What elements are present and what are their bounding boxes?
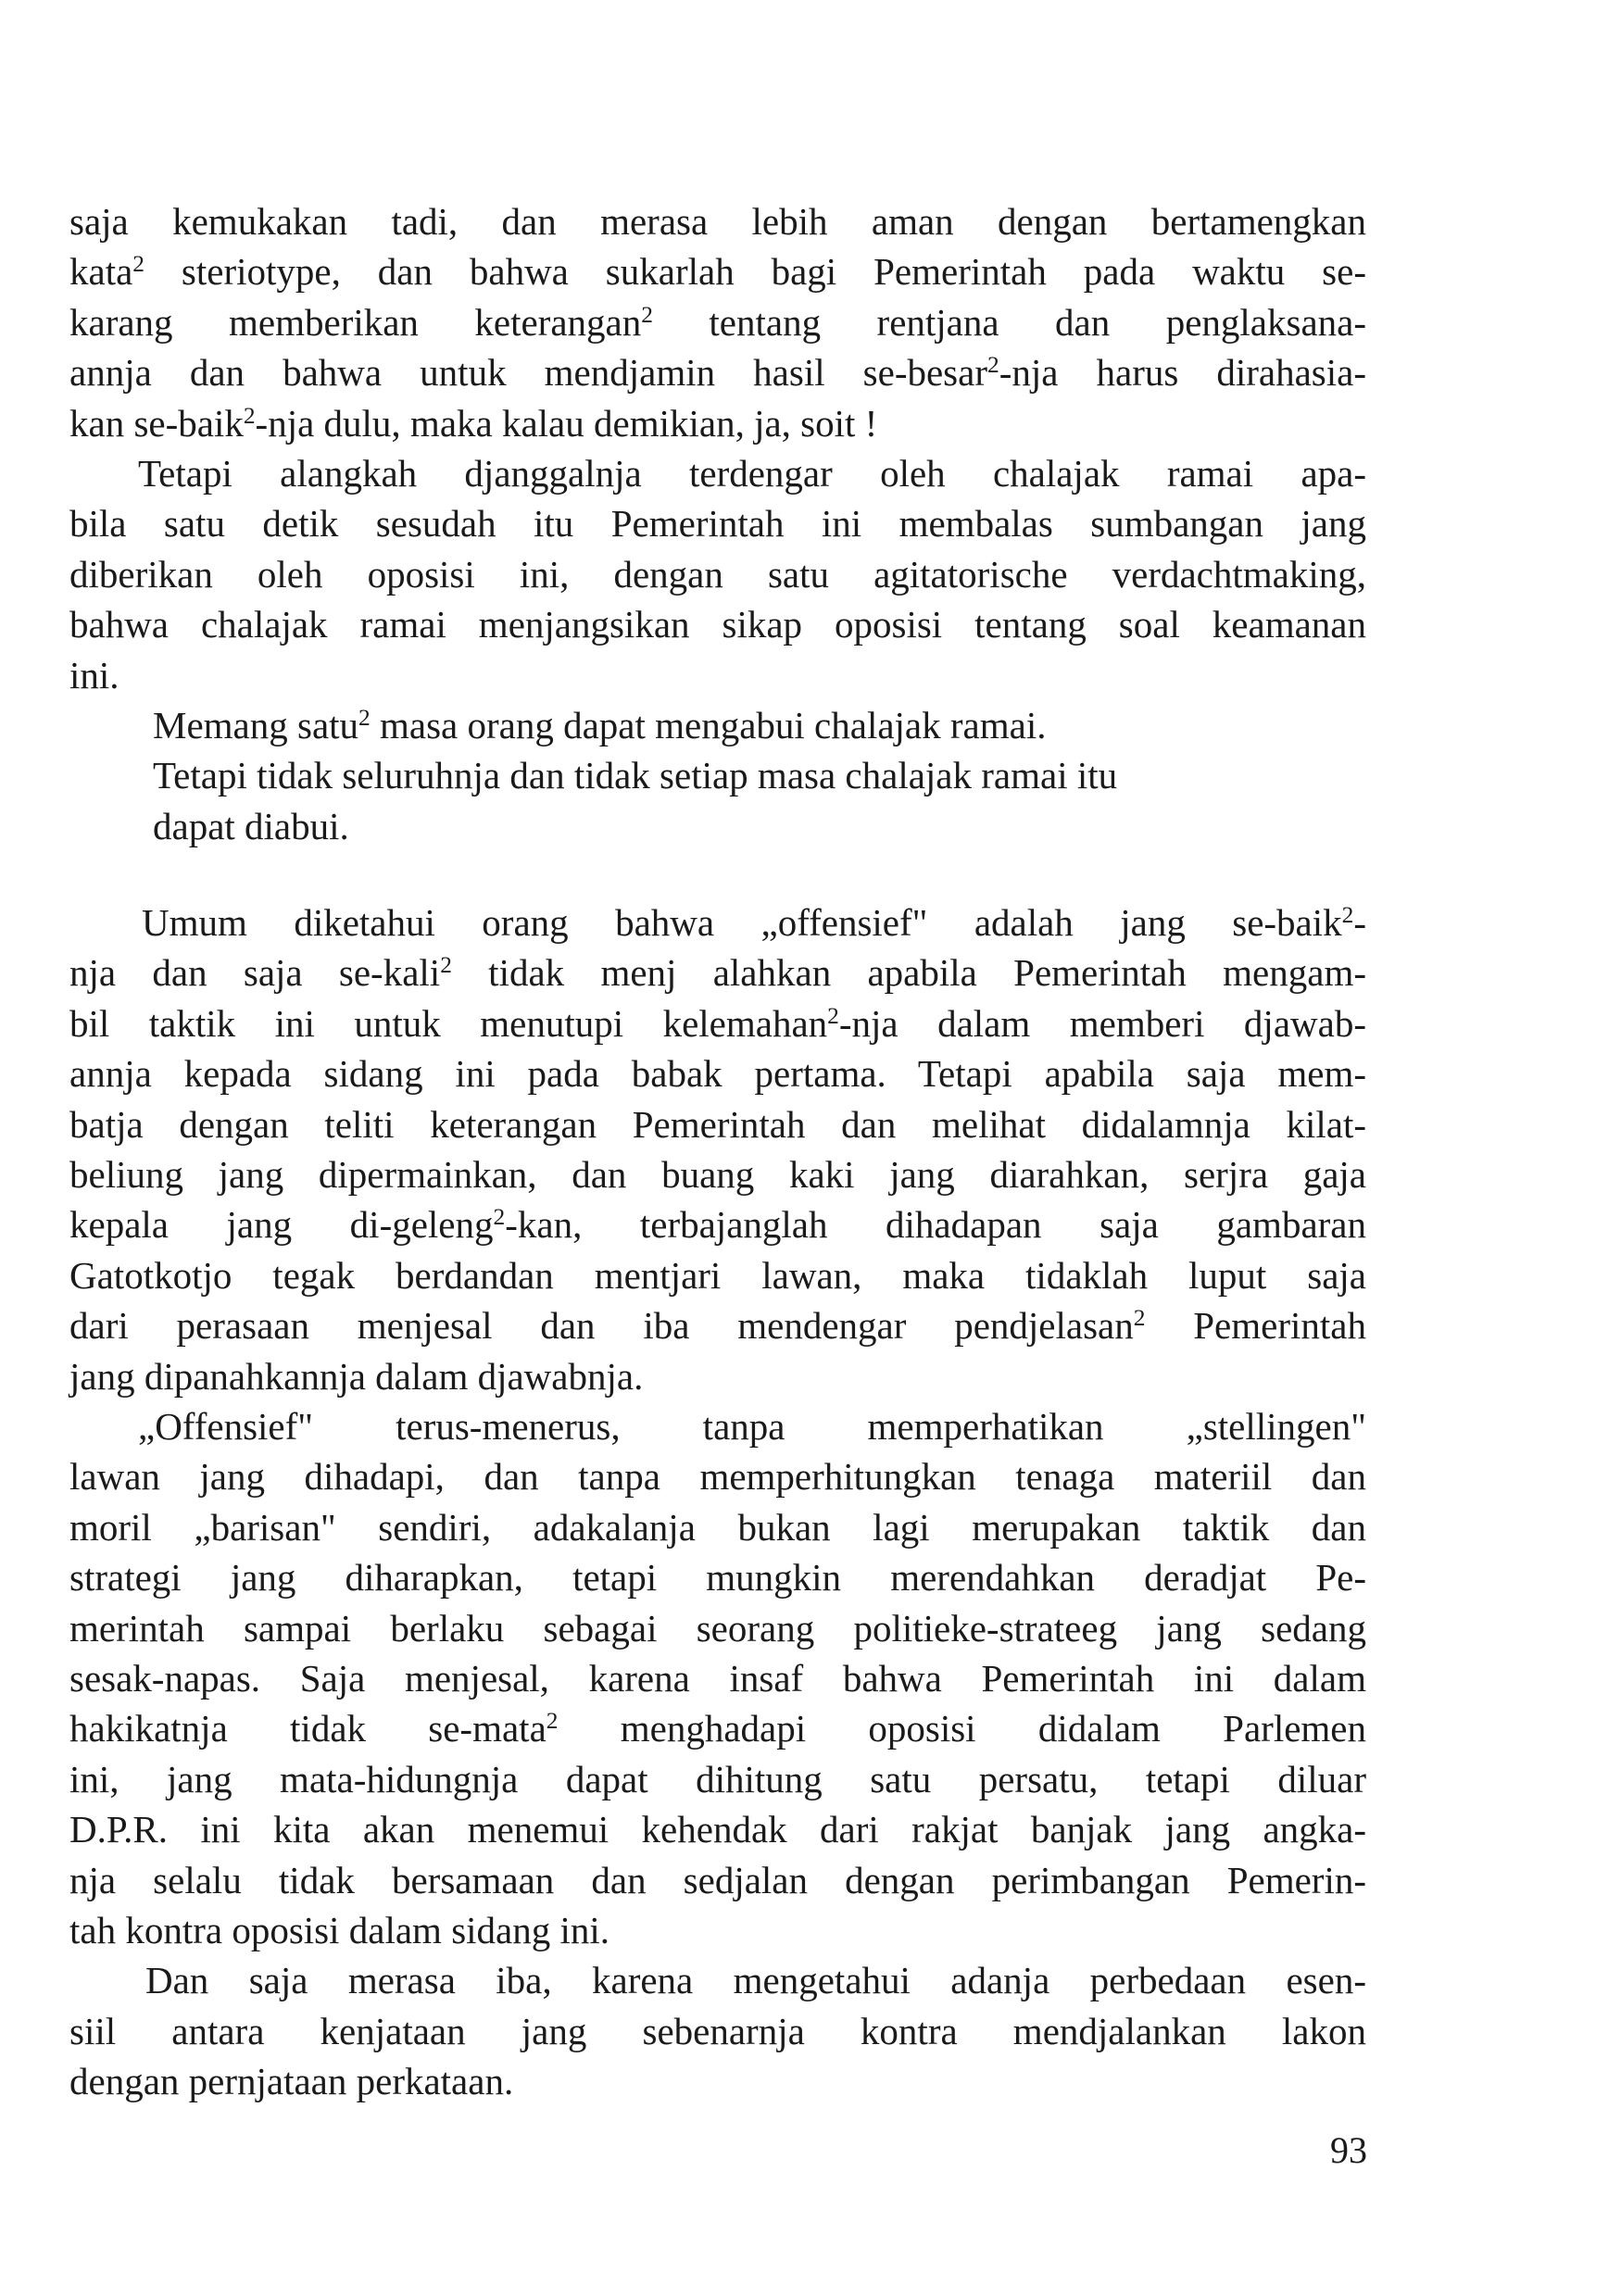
text-line: batja dengan teliti keterangan Pemerintah dan melihat didalamnja kilat- (69, 1102, 1366, 1146)
superscript-two: 2 (132, 251, 145, 278)
superscript-two: 2 (1133, 1305, 1146, 1332)
superscript-two: 2 (546, 1708, 559, 1735)
text-line: kan se-baik$^2$-nja dulu, maka kalau demikian, ja, soit ! (69, 401, 878, 445)
superscript-two: 2 (986, 352, 999, 379)
quote-line: Tetapi tidak seluruhnja dan tidak setiap masa chalajak ramai itu (153, 754, 1118, 797)
superscript-two: 2 (1341, 902, 1354, 929)
text-line: jang dipanahkannja dalam djawabnja. (69, 1354, 644, 1398)
text-line: diberikan oleh oposisi ini, dengan satu agitatorische verdachtmaking, (69, 552, 1366, 596)
paragraph-2 (69, 448, 1366, 700)
text-line: beliung jang dipermainkan, dan buang kaki jang diarahkan, serjra gaja (69, 1153, 1366, 1197)
text-line: sesak-napas. Saja menjesal, karena insaf bahwa Pemerintah ini dalam (69, 1656, 1366, 1700)
text-line: moril „barisan" sendiri, adakalanja bukan lagi merupakan taktik dan (69, 1505, 1366, 1549)
text-line: ini, jang mata-hidungnja dapat dihitung satu persatu, tetapi diluar (69, 1757, 1366, 1800)
text-line: kepala jang di-geleng$^2$-kan, terbajanglah dihadapan saja gambaran (69, 1203, 1366, 1247)
text-line: bila satu detik sesudah itu Pemerintah ini membalas sumbangan jang (69, 502, 1366, 546)
text-line: strategi jang diharapkan, tetapi mungkin merendahkan deradjat Pe- (69, 1556, 1366, 1600)
text-line: tah kontra oposisi dalam sidang ini. (69, 1908, 610, 1951)
text-line: saja kemukakan tadi, dan merasa lebih aman dengan bertamengkan (69, 200, 1366, 243)
text-line: Dan saja merasa iba, karena mengetahui adanja perbedaan esen- (145, 1959, 1366, 2002)
superscript-two: 2 (243, 402, 256, 429)
text-line: annja dan bahwa untuk mendjamin hasil se-besar$^2$-nja harus dirahasia- (69, 351, 1367, 395)
quote-line: Memang satu$^2$ masa orang dapat mengabui chalajak ramai. (153, 703, 1047, 747)
superscript-two: 2 (641, 301, 653, 328)
superscript-two: 2 (493, 1204, 506, 1231)
text-line: D.P.R. ini kita akan menemui kehendak dari rakjat banjak jang angka- (69, 1808, 1366, 1851)
text-line: ini. (69, 653, 119, 696)
superscript-two: 2 (358, 704, 371, 731)
block-quote (69, 700, 1366, 851)
superscript-two: 2 (827, 1002, 839, 1029)
text-line: Umum diketahui orang bahwa „offensief" adalah jang se-baik$^2$- (142, 901, 1366, 945)
superscript-two: 2 (440, 952, 452, 979)
text-line: dengan pernjataan perkataan. (69, 2060, 514, 2103)
text-line: annja kepada sidang ini pada babak pertama. Tetapi apabila saja mem- (69, 1052, 1366, 1096)
text-line: bil taktik ini untuk menutupi kelemahan$^2$-nja dalam memberi djawab- (69, 1001, 1366, 1045)
text-line: karang memberikan keterangan$^2$ tentang rentjana dan penglaksana- (69, 300, 1366, 344)
text-line: hakikatnja tidak se-mata$^2$ menghadapi oposisi didalam Parlemen (69, 1707, 1366, 1750)
text-line: Tetapi alangkah djanggalnja terdengar oleh chalajak ramai apa- (138, 451, 1366, 495)
paragraph-5 (69, 1955, 1366, 2106)
paragraph-3 (69, 897, 1366, 1401)
paragraph-1 (69, 196, 1366, 448)
text-line: Gatotkotjo tegak berdandan mentjari lawan, maka tidaklah luput saja (69, 1253, 1366, 1297)
text-line: nja selalu tidak bersamaan dan sedjalan dengan perimbangan Pemerin- (69, 1858, 1366, 1901)
text-line: kata$^2$ steriotype, dan bahwa sukarlah bagi Pemerintah pada waktu se- (69, 250, 1366, 294)
page-body (69, 196, 1366, 2106)
text-line: dari perasaan menjesal dan iba mendengar pendjelasan$^2$ Pemerintah (69, 1304, 1366, 1348)
text-line: „Offensief" terus-menerus, tanpa memperhatikan „stellingen" (138, 1404, 1366, 1448)
paragraph-4 (69, 1401, 1366, 1955)
text-line: bahwa chalajak ramai menjangsikan sikap oposisi tentang soal keamanan (69, 603, 1366, 646)
text-line: lawan jang dihadapi, dan tanpa memperhitungkan tenaga materiil dan (69, 1455, 1366, 1499)
text-line: merintah sampai berlaku sebagai seorang politieke-strateeg jang sedang (69, 1606, 1366, 1650)
text-line: nja dan saja se-kali$^2$ tidak menj alahkan apabila Pemerintah mengam- (69, 951, 1366, 995)
text-line: siil antara kenjataan jang sebenarnja kontra mendjalankan lakon (69, 2009, 1366, 2052)
page-number: 93 (1330, 2129, 1367, 2171)
spacer (69, 851, 1366, 897)
quote-line: dapat diabui. (153, 804, 349, 847)
